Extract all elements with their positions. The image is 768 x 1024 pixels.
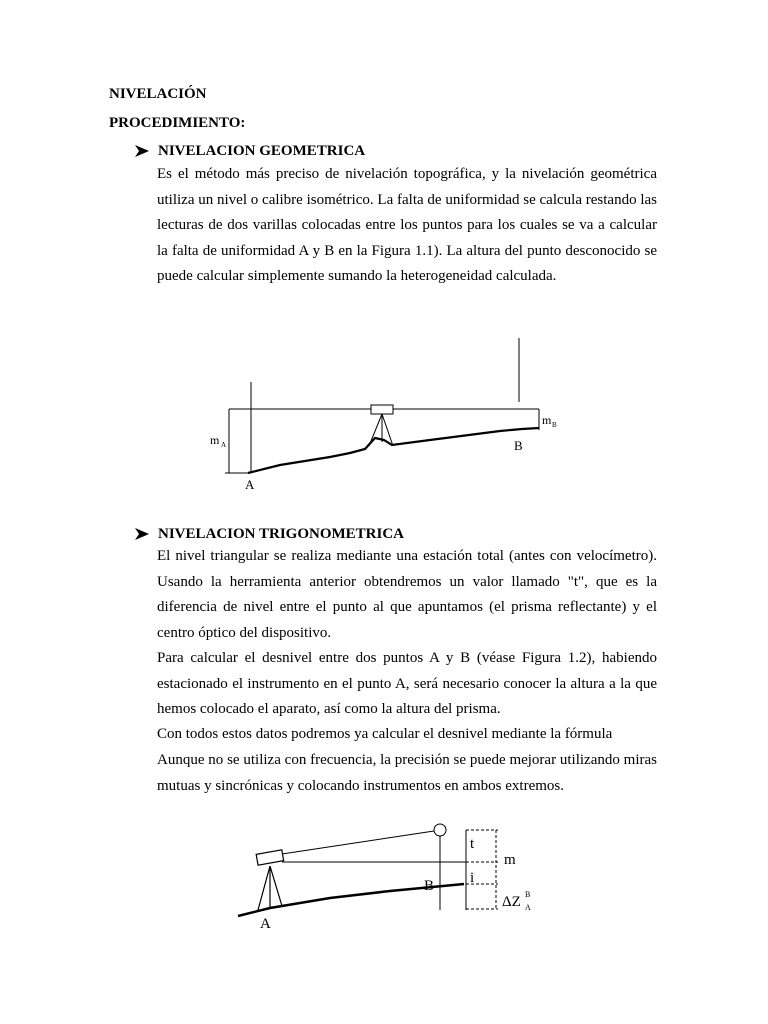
document-title: NIVELACIÓN <box>109 86 207 102</box>
section-heading-trigonometrica <box>134 524 404 544</box>
label-delta-z-superscript: B <box>525 890 531 899</box>
section-heading-label: NIVELACION GEOMETRICA <box>158 143 366 159</box>
label-t: t <box>470 836 475 852</box>
point-label-A: A <box>245 477 255 492</box>
paragraph: Con todos estos datos podremos ya calcular el desnivel mediante la fórmula <box>157 726 613 742</box>
label-mB: m <box>542 413 552 427</box>
label-delta-z-subscript: A <box>525 903 531 912</box>
point-label-B: B <box>514 438 523 453</box>
label-m: m <box>504 852 516 868</box>
arrowhead-bullet-icon <box>134 144 150 158</box>
label-mB-subscript: B <box>552 421 557 429</box>
paragraph: El nivel triangular se realiza mediante una estación total (antes con velocímetro). Usando la herramienta anterior obtendremos un valor llamado "t", que es la diferencia de nivel entre el punto al que apuntamos (el prisma reflectante) y el centro óptico del dispositivo. <box>157 548 657 641</box>
document-subtitle: PROCEDIMIENTO: <box>109 115 246 131</box>
paragraph: Es el método más preciso de nivelación topográfica, y la nivelación geométrica utiliza un nivel o calibre isométrico. La falta de uniformidad se calcula restando las lecturas de dos varillas colocadas entre los puntos para los cuales se va a calcular la falta de uniformidad A y B en la Figura 1.1). La altura del punto desconocido se puede calcular simplemente sumando la heterogeneidad calculada. <box>157 166 657 284</box>
label-i: i <box>470 870 475 886</box>
section-heading-label: NIVELACION TRIGONOMETRICA <box>158 526 405 542</box>
label-mA: m <box>210 433 220 447</box>
paragraph: Para calcular el desnivel entre dos puntos A y B (véase Figura 1.2), habiendo estacionado el instrumento en el punto A, será necesario conocer la altura a la que hemos colocado el aparato, así como la altura del prisma. <box>157 650 657 717</box>
arrowhead-bullet-icon <box>134 527 150 541</box>
label-mA-subscript: A <box>221 441 227 449</box>
section-heading-geometrica <box>134 141 365 161</box>
paragraph: Aunque no se utiliza con frecuencia, la precisión se puede mejorar utilizando miras mutuas y sincrónicas y colocando instrumentos en ambos extremos. <box>157 752 657 794</box>
point-label-A: A <box>260 916 271 932</box>
label-delta-z: ΔZ <box>502 894 521 910</box>
figure-trigonometric-leveling <box>230 818 540 936</box>
point-label-B: B <box>424 878 435 894</box>
figure-geometric-leveling <box>200 336 560 496</box>
